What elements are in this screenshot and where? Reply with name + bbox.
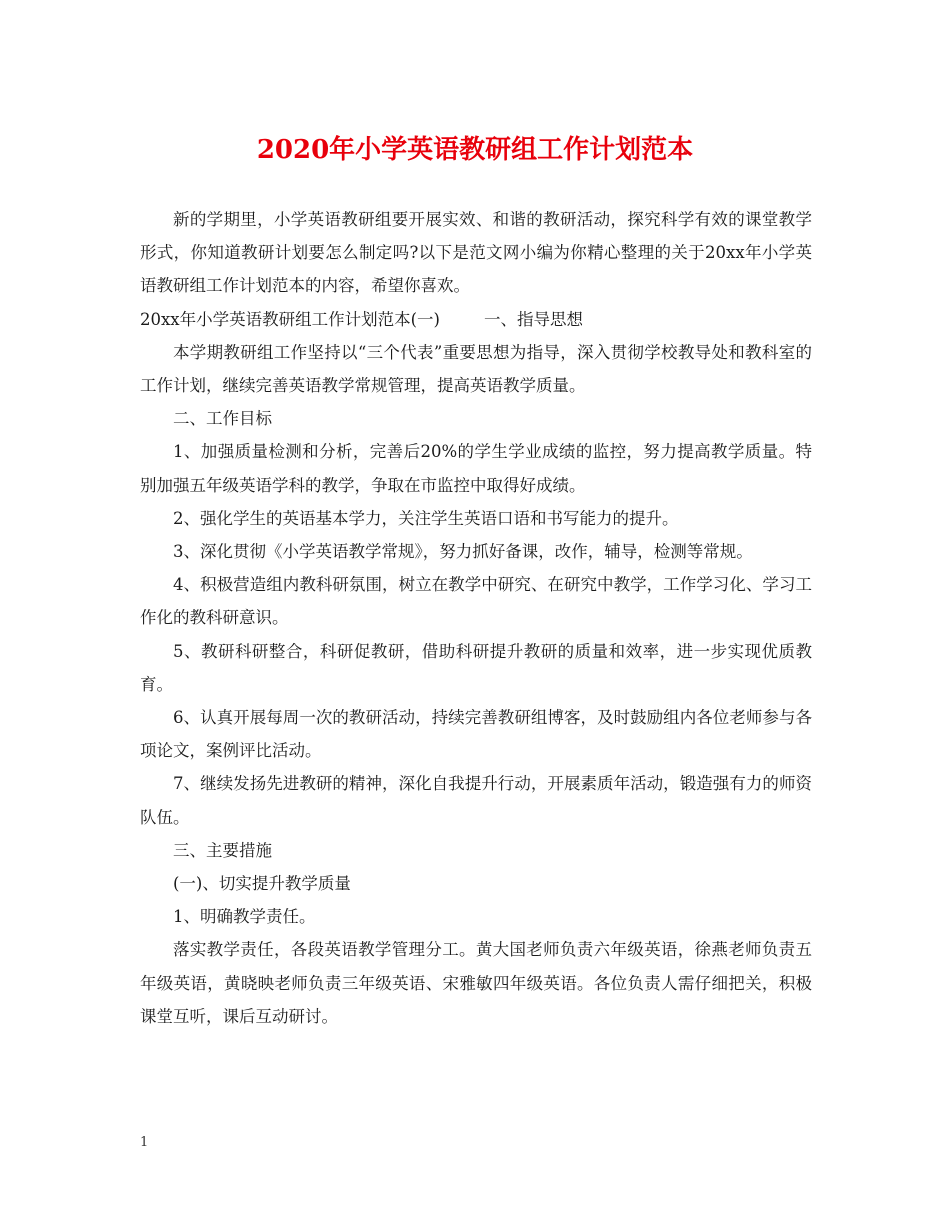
spacer (440, 303, 484, 336)
goal-item: 4、积极营造组内教科研氛围，树立在教学中研究、在研究中教学，工作学习化、学习工作化的教科研意识。 (140, 575, 812, 628)
goal-item: 3、深化贯彻《小学英语教学常规》，努力抓好备课，改作，辅导，检测等常规。 (173, 542, 753, 562)
section-title: 20xx年小学英语教研组工作计划范本(一) (140, 309, 440, 329)
section-title-line (140, 303, 812, 336)
goal-item: 1、加强质量检测和分析，完善后20%的学生学业成绩的监控，努力提高教学质量。特别加强五年级英语学科的教学，争取在市监控中取得好成绩。 (140, 442, 812, 495)
subheading-teaching-quality: (一)、切实提升教学质量 (173, 874, 351, 894)
document-body (140, 203, 812, 1033)
responsibility-paragraph: 落实教学责任，各段英语教学管理分工。黄大国老师负责六年级英语，徐燕老师负责五年级英语，黄晓映老师负责三年级英语、宋雅敏四年级英语。各位负责人需仔细把关，积极课堂互听，课后互动研讨。 (140, 940, 812, 1026)
measure-item: 1、明确教学责任。 (173, 907, 316, 927)
goal-item: 5、教研科研整合，科研促教研，借助科研提升教研的质量和效率，进一步实现优质教育。 (140, 641, 812, 694)
heading-work-goals: 二、工作目标 (173, 409, 272, 429)
guiding-thought-paragraph: 本学期教研组工作坚持以“三个代表”重要思想为指导，深入贯彻学校教导处和教科室的工作计划，继续完善英语教学常规管理，提高英语教学质量。 (140, 342, 812, 396)
goal-item: 7、继续发扬先进教研的精神，深化自我提升行动，开展素质年活动，锻造强有力的师资队伍。 (140, 774, 812, 827)
heading-guiding-thought: 一、指导思想 (483, 309, 583, 329)
intro-paragraph: 新的学期里，小学英语教研组要开展实效、和谐的教研活动，探究科学有效的课堂教学形式，你知道教研计划要怎么制定吗?以下是范文网小编为你精心整理的关于20xx年小学英语教研组工作计划范本的内容，希望你喜欢。 (140, 210, 812, 296)
heading-main-measures: 三、主要措施 (173, 840, 272, 860)
document-title: 2020年小学英语教研组工作计划范本 (256, 135, 694, 165)
goal-item: 6、认真开展每周一次的教研活动，持续完善教研组博客，及时鼓励组内各位老师参与各项论文，案例评比活动。 (140, 708, 812, 761)
page-number: 1 (140, 1135, 149, 1150)
goal-item: 2、强化学生的英语基本学力，关注学生英语口语和书写能力的提升。 (173, 508, 679, 528)
